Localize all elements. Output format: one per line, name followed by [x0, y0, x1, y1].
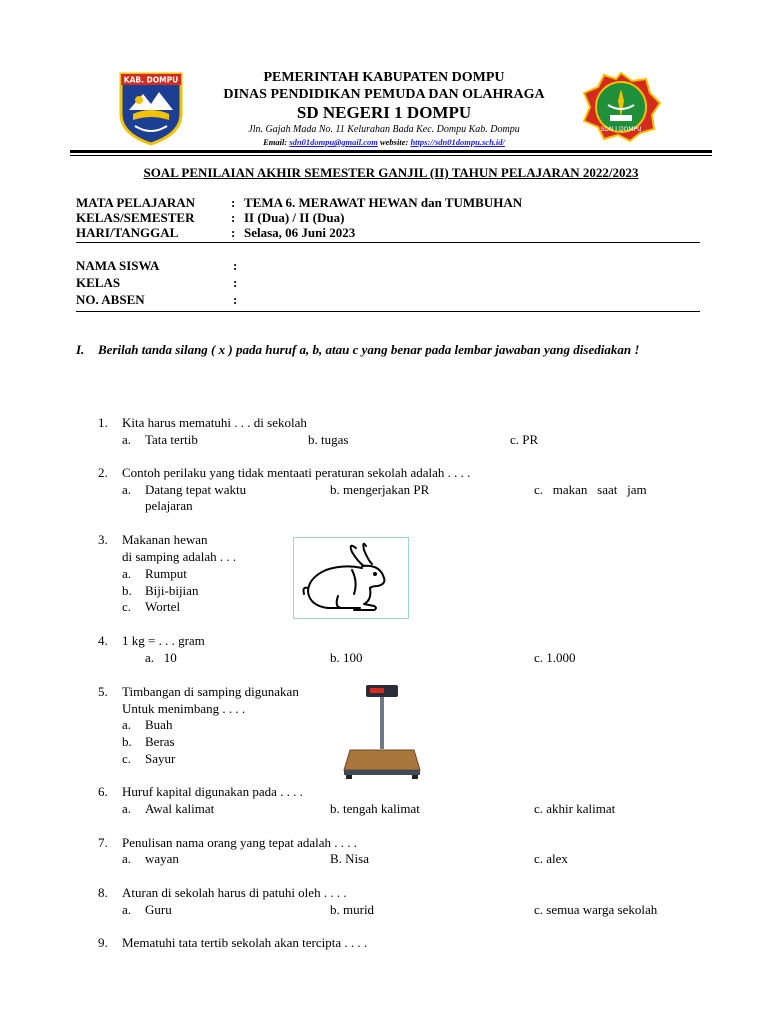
rabbit-drawing-icon [294, 538, 408, 618]
platform-scale-icon [340, 682, 426, 782]
question-text: 1 kg = . . . gram [122, 633, 205, 648]
meta-colon: : [231, 210, 236, 225]
question-number: 8. [98, 885, 108, 900]
website-link[interactable]: https://sdn01dompu.sch.id/ [410, 137, 505, 147]
option-b: Biji-bijian [145, 583, 199, 598]
exam-title: SOAL PENILAIAN AKHIR SEMESTER GANJIL (II) TAHUN PELAJARAN 2022/2023 [143, 165, 639, 180]
question-text: Mematuhi tata tertib sekolah akan tercipta . . . . [122, 935, 368, 950]
question-number: 9. [98, 935, 108, 950]
question-text: Huruf kapital digunakan pada . . . . [122, 784, 303, 799]
website-label: website: [379, 137, 409, 147]
student-class-colon: : [233, 275, 238, 290]
student-divider [76, 311, 700, 312]
question-text-line-2: Untuk menimbang . . . . [122, 701, 246, 716]
option-c: c. semua warga sekolah [534, 902, 658, 917]
option-a-letter: a. [122, 482, 132, 497]
meta-class-value: II (Dua) / II (Dua) [244, 210, 345, 225]
option-c: Sayur [145, 751, 176, 766]
option-a: Guru [145, 902, 172, 917]
option-a-letter: a. [122, 902, 132, 917]
meta-subject-label: MATA PELAJARAN [76, 195, 196, 210]
option-a-letter: a. [122, 432, 132, 447]
letterhead-divider-thick [70, 150, 712, 153]
student-name-colon: : [233, 258, 238, 273]
school-name: SD NEGERI 1 DOMPU [296, 103, 472, 122]
option-c: c. 1.000 [534, 650, 576, 665]
student-name-label: NAMA SISWA [76, 258, 160, 273]
meta-colon: : [231, 195, 236, 210]
email-link[interactable]: sdn01dompu@gmail.com [289, 137, 378, 147]
question-number: 4. [98, 633, 108, 648]
option-a: Tata tertib [145, 432, 198, 447]
option-c: c. alex [534, 851, 568, 866]
option-b: b. 100 [330, 650, 363, 665]
option-c: c. akhir kalimat [534, 801, 616, 816]
school-address: Jln. Gajah Mada No. 11 Kelurahan Bada Kec. Dompu Kab. Dompu [248, 124, 520, 135]
student-absence-colon: : [233, 292, 238, 307]
option-b-letter: b. [122, 583, 132, 598]
option-c-letter: c. [122, 751, 132, 766]
option-c-letter: c. [122, 599, 132, 614]
question-number: 7. [98, 835, 108, 850]
letterhead-divider-thin [70, 155, 712, 156]
question-text: Kita harus mematuhi . . . di sekolah [122, 415, 307, 430]
question-text-line-1: Makanan hewan [122, 532, 208, 547]
meta-divider [76, 242, 700, 243]
option-a: Awal kalimat [145, 801, 215, 816]
option-a: Rumput [145, 566, 187, 581]
section-number: I. [76, 342, 85, 357]
letterhead-line-1: PEMERINTAH KABUPATEN DOMPU [263, 70, 505, 85]
student-absence-label: NO. ABSEN [76, 292, 145, 307]
meta-class-label: KELAS/SEMESTER [76, 210, 195, 225]
option-a-letter: a. [122, 717, 132, 732]
question-text-line-2: di samping adalah . . . [122, 549, 237, 564]
logo-right-label: SDN I DOMPU [600, 126, 642, 133]
option-a: Buah [145, 717, 173, 732]
question-number: 2. [98, 465, 108, 480]
meta-colon: : [231, 225, 236, 240]
meta-date-value: Selasa, 06 Juni 2023 [244, 225, 356, 240]
option-a-letter: a. [122, 801, 132, 816]
option-b: b. mengerjakan PR [330, 482, 430, 497]
question-number: 6. [98, 784, 108, 799]
option-b: b. murid [330, 902, 375, 917]
question-number: 5. [98, 684, 108, 699]
option-b: b. tengah kalimat [330, 801, 420, 816]
student-class-label: KELAS [76, 275, 121, 290]
rabbit-image-frame [293, 537, 409, 619]
option-c-continued: pelajaran [145, 498, 193, 513]
option-b: B. Nisa [330, 851, 369, 866]
section-instruction [76, 340, 696, 360]
option-a: Datang tepat waktu [145, 482, 247, 497]
question-text-line-1: Timbangan di samping digunakan [122, 684, 299, 699]
letterhead-line-2: DINAS PENDIDIKAN PEMUDA DAN OLAHRAGA [223, 87, 545, 102]
meta-date-label: HARI/TANGGAL [76, 225, 179, 240]
instruction-text: Berilah tanda silang ( x ) pada huruf a, b, atau c yang benar pada lembar jawaban yang disediakan ! [98, 342, 640, 357]
option-c: c. makan saat jam [534, 482, 647, 497]
question-text: Penulisan nama orang yang tepat adalah . . . . [122, 835, 358, 850]
question-number: 3. [98, 532, 108, 547]
question-text: Contoh perilaku yang tidak mentaati peraturan sekolah adalah . . . . [122, 465, 471, 480]
contact-line [0, 137, 768, 147]
meta-subject-value: TEMA 6. MERAWAT HEWAN dan TUMBUHAN [244, 195, 523, 210]
option-a: a. 10 [145, 650, 177, 665]
question-text: Aturan di sekolah harus di patuhi oleh . . . . [122, 885, 347, 900]
option-c: c. PR [510, 432, 539, 447]
logo-left-label: KAB. DOMPU [123, 75, 179, 85]
option-b-letter: b. [122, 734, 132, 749]
option-b: b. tugas [308, 432, 349, 447]
question-number: 1. [98, 415, 108, 430]
option-b: Beras [145, 734, 175, 749]
option-a-letter: a. [122, 851, 132, 866]
option-c: Wortel [145, 599, 181, 614]
option-a: wayan [145, 851, 179, 866]
option-a-letter: a. [122, 566, 132, 581]
email-label: Email: [263, 137, 288, 147]
